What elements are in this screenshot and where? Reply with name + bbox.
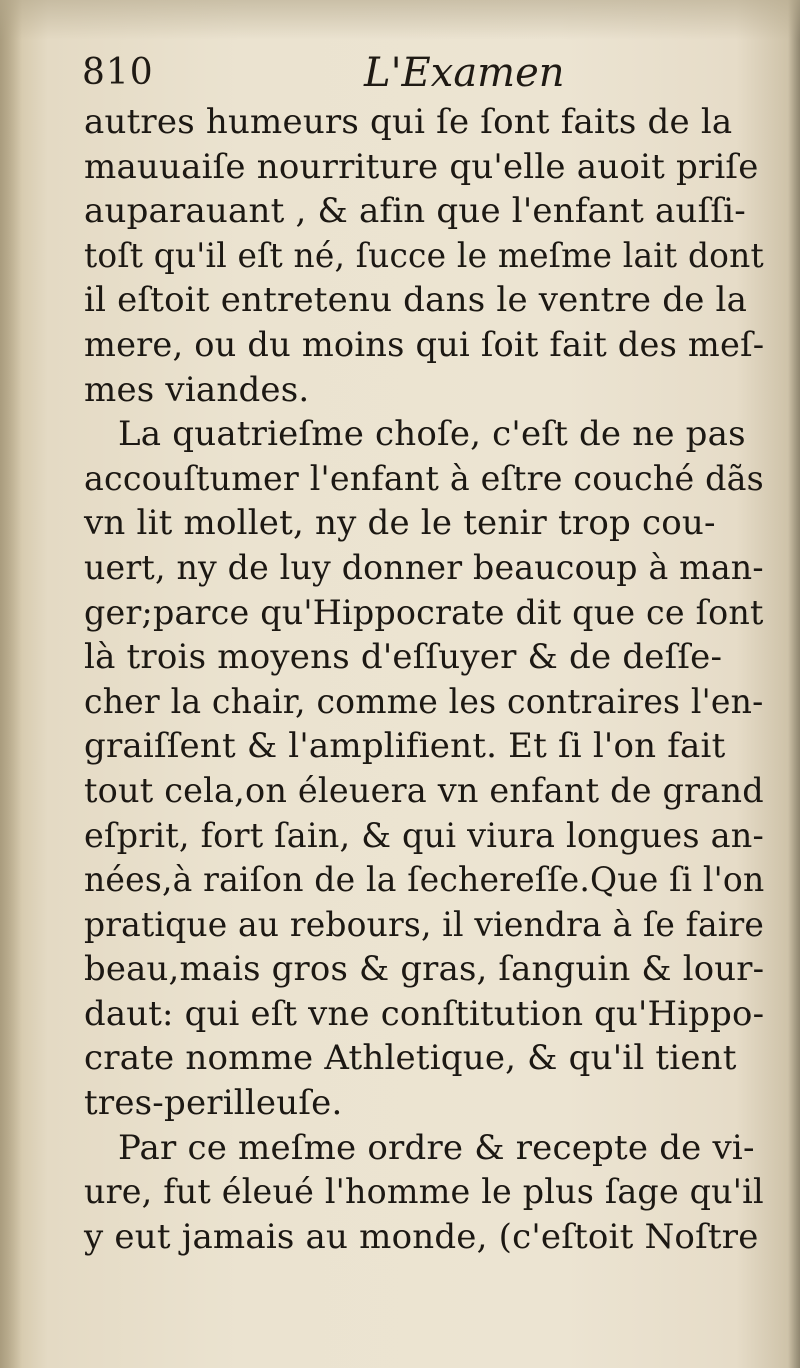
page-number: 810 <box>82 52 154 93</box>
text-line: auparauant , & afin que l'enfant auſſi- <box>84 191 746 232</box>
text-line: là trois moyens d'eſſuyer & de deſſe- <box>84 637 723 678</box>
page-top-shade <box>0 0 800 40</box>
text-line: mauuaiſe nourriture qu'elle auoit priſe <box>84 146 759 187</box>
page-header <box>82 40 742 104</box>
text-line: ure, fut éleué l'homme le plus ſage qu'il <box>84 1172 764 1213</box>
paragraph-first-line: Par ce meſme ordre & recepte de vi- <box>118 1127 755 1168</box>
text-line: tout cela,on éleuera vn enfant de grand <box>84 770 764 811</box>
text-line: pratique au rebours, il viendra à ſe faire <box>84 904 765 945</box>
text-line: uert, ny de luy donner beaucoup à man- <box>84 547 764 588</box>
text-line: ger;parce qu'Hippocrate dit que ce ſont <box>84 592 764 633</box>
text-line: cher la chair, comme les contraires l'en- <box>84 681 764 722</box>
text-line: mere, ou du moins qui ſoit fait des meſ- <box>84 324 765 365</box>
text-line: beau,mais gros & gras, ſanguin & lour- <box>84 949 765 990</box>
text-line: il eſtoit entretenu dans le ventre de la <box>84 280 748 321</box>
text-line: eſprit, fort ſain, & qui viura longues an- <box>84 815 764 856</box>
text-line: crate nomme Athletique, & qu'il tient <box>84 1038 737 1079</box>
running-title: L'Examen <box>364 50 565 96</box>
text-line: tres-perilleuſe. <box>84 1083 343 1124</box>
text-line: graiſſent & l'amplifient. Et ſi l'on fait <box>84 726 726 767</box>
text-line: mes viandes. <box>84 369 310 410</box>
text-line: vn lit mollet, ny de le tenir trop cou- <box>84 503 716 544</box>
paragraph-first-line: La quatrieſme choſe, c'eſt de ne pas <box>118 414 746 455</box>
text-line: autres humeurs qui ſe ſont faits de la <box>84 102 733 142</box>
page-gutter-shadow <box>0 0 22 1368</box>
page-edge <box>788 0 800 1368</box>
text-line: accouſtumer l'enfant à eſtre couché dãs <box>84 458 764 499</box>
text-line: nées,à raiſon de la ſechereſſe.Que ſi l'on <box>84 860 765 901</box>
text-line: toſt qu'il eſt né, ſucce le meſme lait dont <box>84 235 764 276</box>
text-line: y eut jamais au monde, (c'eſtoit Noſtre <box>84 1216 759 1257</box>
text-line: daut: qui eſt vne conſtitution qu'Hippo- <box>84 993 765 1034</box>
page-body-text <box>84 100 764 1259</box>
